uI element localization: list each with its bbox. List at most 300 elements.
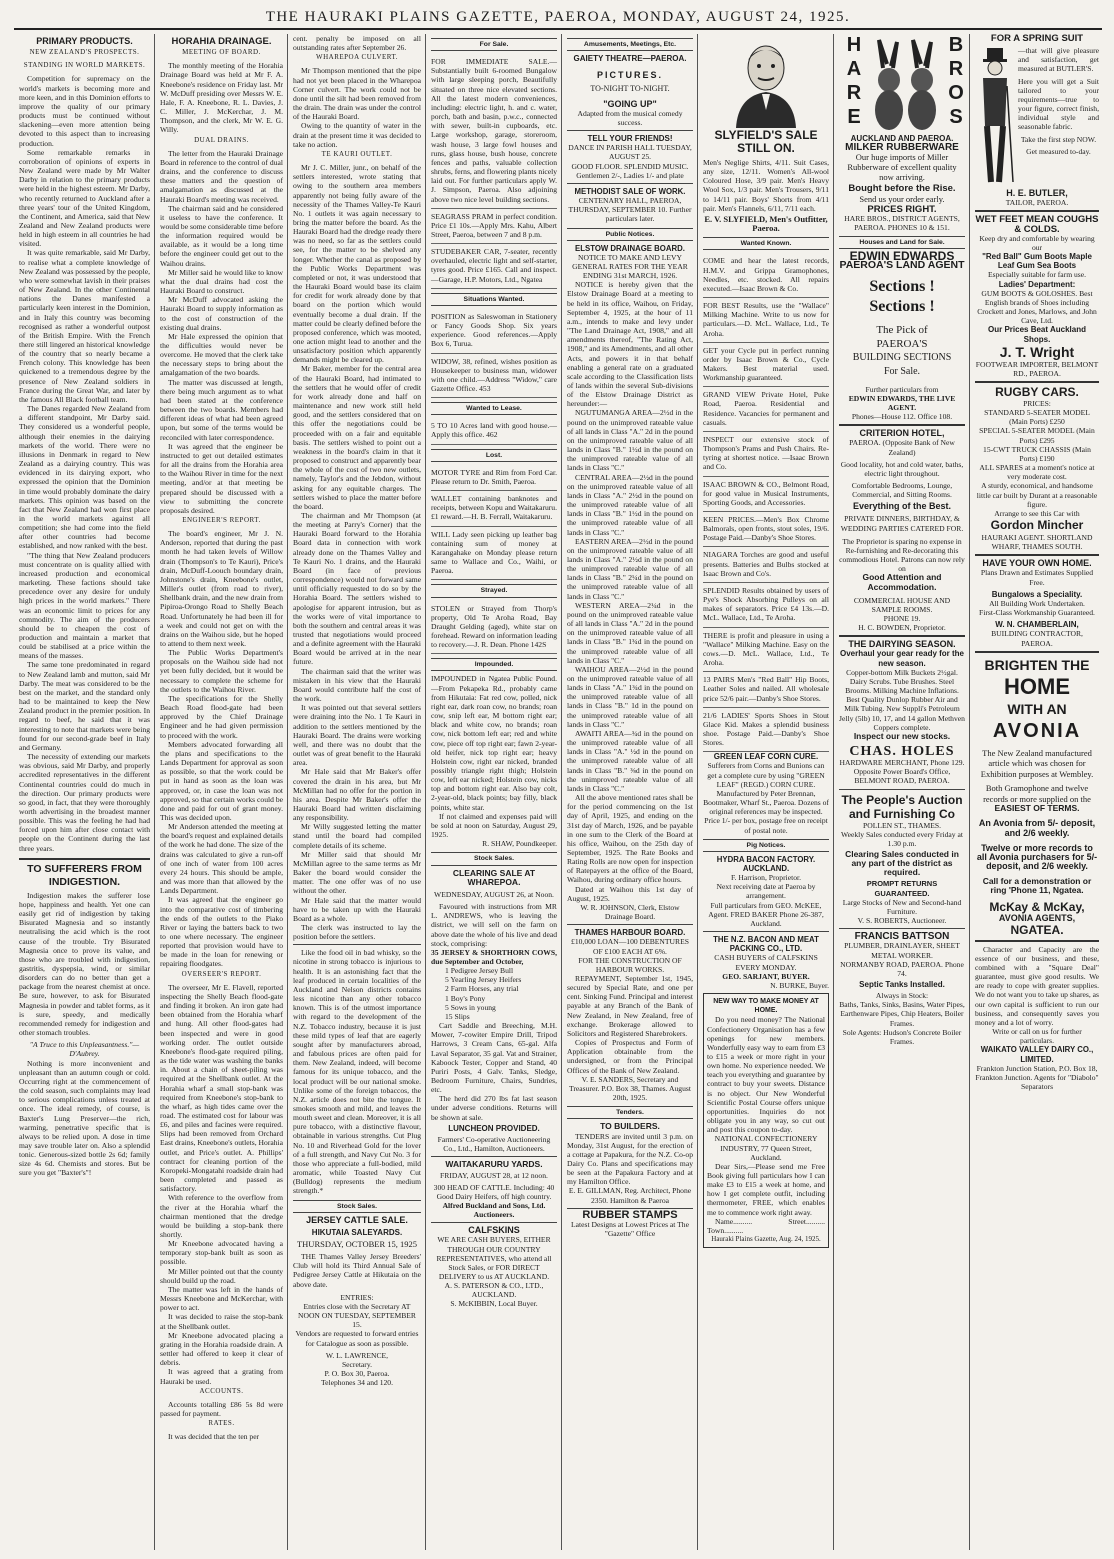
article-paragraph: "The thing that New Zealand producers must concentrate on is quality allied with increased production and economical marketing. These factions should take precedence over any desire for unduly high prices in the world markets." There was an economic limit to prices for any commodity. The aim of the producers should be to cheapen the cost of production and maintain a market that could be stabilised at a price within the means of the masses. bbox=[19, 550, 150, 661]
ad-text: Arrange to see this Car with bbox=[994, 508, 1080, 518]
ad-text: The New Zealand manufactured article which was chosen for Exhibition purposes at Wembley. bbox=[980, 747, 1094, 779]
article-paragraph: The chairman said that the writer was mistaken in his view that the Hauraki Board would contribute half the cost of the work. bbox=[293, 666, 421, 704]
ad-text: Hauraki Plains Gazette, Aug. 24, 1925. bbox=[711, 1235, 821, 1244]
ad-text: FOOTWEAR IMPORTER, BELMONT RD., PAEROA. bbox=[975, 359, 1099, 378]
article-paragraph: The matter was left in the hands of Messrs Kneebone and McKerchar, with power to act. bbox=[160, 1284, 283, 1313]
article-paragraph: It was decided to raise the stop-bank at the Shellbank outlet. bbox=[160, 1312, 283, 1331]
ad-text: GUM BOOTS & GOLOSHES. Best English brands of Shoes including Crockett and Jones, Marlows, and John Cave, Ltd. bbox=[977, 288, 1097, 326]
ad-headline: An Avonia from 5/- deposit, and 2/6 weekly. bbox=[978, 818, 1096, 838]
article-subheading: ACCOUNTS. bbox=[199, 1386, 244, 1395]
ad-headline: PICTURES. bbox=[596, 70, 663, 81]
ad-text: 35 JERSEY & SHORTHORN COWS, due September and October, bbox=[431, 947, 557, 966]
classified-ad: FOR IMMEDIATE SALE.—Substantially built 6-roomed Bungalow with large sleeping porch, Beautifully situated on three nice elevated sections. All the latest modern conveniences, including: electric light, h. and c. water, porch, bath and basin, p.w.c., connected with sewer, built-in cupboards, etc. Large workshop, garage, storeroom, wash house, 3 large fowl houses and runs, glass house, bush house, concrete fences and paths, valuable collection shrubs, ferns, and flowering plants nicely laid out. For further particulars apply W. J. Simpson, Paeroa. Also adjoining above two nice level building sections. bbox=[431, 54, 557, 209]
article-paragraph: Mr J. C. Miller, junr., on behalf of the settlers interested, wrote stating that owing to the southern area members apparently not being fully aware of the necessity of the Thames Valley-Te Kauri No. 1 outlets it was again necessary to bring the matter before the board. As the Hauraki Board had the dredge ready there was no need, so far as the settlers could see, for the matter to be shelved any longer. Whether the canal as proposed by the Public Works Department was completed or not, it was understood that the Hauraki Board would base its claim for credit for work already done by that board on the portion which would eventually become a dual drain. If the matter could be clearly defined before the proposed conference, which was mooted, one action might lead to another and the unsatisfactory position which apparently demands might be cleared up. bbox=[293, 163, 421, 365]
ad-text: Plans Drawn and Estimates Supplied Free. bbox=[980, 568, 1094, 587]
ad-headline: RUGBY CARS. bbox=[995, 384, 1079, 399]
ad-text: Next receiving date at Paeroa by arrangement. bbox=[716, 882, 816, 901]
notice-text: £10,000 LOAN—100 DEBENTURES OF £100 EACH AT 6%. bbox=[571, 937, 689, 956]
ad-headline: PAEROA'S LAND AGENT bbox=[839, 259, 965, 272]
slyfield-portrait bbox=[703, 34, 829, 129]
article-subheading: WHAREPOA CULVERT. bbox=[316, 53, 398, 62]
gentleman-figure-illustration bbox=[975, 46, 1015, 186]
sale-item: 1 Pedigree Jersey Bull bbox=[445, 966, 514, 976]
article-paragraph: Nothing is more inconvenient and unpleasant than an autumn cough or cold. Occurring right at the commencement of the cold season, such complaints may lead to serious complications unless treated at once. The ideal remedy, of course, is Baxter's Lung Preserver—the rich, warming, penetrative specific that is always to be relied upon. A dose in time may save trouble later on. Also a splendid tonic. Generous-sized bottle 2s 6d; family size 4s 6d. Chemists and stores. But be sure you get "Baxter's"! bbox=[19, 1058, 150, 1178]
logo-letter: B bbox=[948, 34, 964, 56]
ad-headline: Bought before the Rise. bbox=[848, 183, 956, 195]
article-paragraph: Owing to the quantity of water in the drain at the present time it was decided to take no action. bbox=[293, 121, 421, 149]
ad-text: A sturdy, economical, and handsome little car built by Durant at a reasonable figure. bbox=[976, 481, 1098, 509]
ad-headline: McKay & McKay, bbox=[989, 900, 1085, 915]
ad-headline: EDWIN EDWARDS bbox=[849, 249, 955, 264]
ad-headline: Sections ! bbox=[869, 297, 935, 315]
ad-headline: EASIEST OF TERMS. bbox=[994, 803, 1080, 814]
article-paragraph: With reference to the overflow from the river at the Horahia wharf the chairman mentioned that the dredge would be building a stop-bank there shortly. bbox=[160, 1193, 283, 1239]
ad-text: Sole Agents: Hudson's Concrete Boiler Frames. bbox=[842, 1027, 962, 1046]
article-paragraph: Mr Hale said that Mr Baker's offer covered the drain in his area, but Mr McMillan had no offer for the portion in his area. Despite Mr Baker's offer the Hauraki Board had written disclaiming any responsibility. bbox=[293, 767, 421, 823]
notice-text: Dated at Waihou this 1st day of August, 1925. bbox=[567, 884, 693, 903]
article-paragraph: It was agreed that the engineer be instructed to get out detailed estimates for all the drains from the Horahia area to the Waihou River in time for the next meeting, and/or at that meeting be prepared should be discussed with a view to submitting the concrete proposals desired. bbox=[160, 441, 283, 515]
ad-headline: SLYFIELD'S SALE STILL ON. bbox=[714, 128, 818, 155]
article-paragraph: Mr Miller said that should Mr McMillan agree to the same terms as Mr Baker the board would consider the matter. The one offer was of no use without the other. bbox=[293, 849, 421, 896]
article-paragraph: Mr Hale said that the matter would have to be taken up with the Hauraki Board as a whole. bbox=[293, 895, 421, 923]
ad-text: Always in Stock: bbox=[875, 991, 929, 1001]
ad-text: Farmers' Co-operative Auctioneering Co., Ltd., Hamilton, Auctioneers. bbox=[437, 1134, 551, 1154]
ad-text: WE ARE CASH BUYERS, EITHER THROUGH OUR COUNTRY REPRESENTATIVES, who attend all Stock Sales, or FOR DIRECT DELIVERY to us AT AUCKLAND. bbox=[436, 1235, 552, 1281]
ad-headline: Good Attention and Accommodation. bbox=[862, 572, 942, 592]
ad-text: POLLEN ST., THAMES. bbox=[863, 820, 941, 830]
ad-headline: RUBBER STAMPS bbox=[567, 1208, 693, 1220]
ad-signature: E. E. GILLMAN, Reg. Architect, Phone 2350. Hamilton & Paeroa bbox=[568, 1186, 692, 1205]
article-paragraph: Mr Anderson attended the meeting at the board's request and explained details of the work he had done. The size of the drains was calculated to give a run-off of one inch of water from 100 acres every 24 hours. This should be ample, and was more than that allowed by the Lands Department. bbox=[160, 822, 283, 896]
ad-text: All Building Work Undertaken. bbox=[989, 598, 1085, 608]
ad-text: Favoured with instructions from MR L. ANDREWS, who is leaving the district, we will sell on the farm on above date the whole of his live and dead stock, comprising: bbox=[431, 902, 557, 948]
section-heading: Stock Sales. bbox=[431, 852, 557, 865]
ad-text: Comfortable Bedrooms, Lounge, Commercial, and Sitting Rooms. bbox=[851, 480, 953, 500]
article-paragraph: It was agreed that a grating from Hauraki be used. bbox=[160, 1367, 283, 1386]
ad-headline: FOR A SPRING SUIT bbox=[990, 34, 1084, 44]
section-heading: Situations Wanted. bbox=[431, 293, 557, 306]
column-rule bbox=[697, 34, 698, 1550]
ad-text: Copper-bottom Milk Buckets 2½gal. Dairy Scrubs. Tube Brushes. Steel Brooms. Milking Machine Inflations. Best Quality Dunlop Rubber Air and Milk Tubing. New Suppli's Petroleum Jelly (5lb) 10, 17, and 14 gallon Methven Coppers complete. bbox=[839, 667, 965, 732]
sale-items-list bbox=[431, 966, 557, 1021]
ad-headline: GAIETY THEATRE—PAEROA. bbox=[573, 54, 687, 64]
article-subheading: STANDING IN WORLD MARKETS. bbox=[23, 61, 146, 70]
ad-signature: R. SHAW, Poundkeeper. bbox=[482, 839, 557, 849]
classified-ad: COME and hear the latest records, H.M.V. and Grippa Gramophones, Needles, etc. stocked. All repairs executed.—Isaac Brown & Co. bbox=[703, 253, 829, 298]
ad-text: The Pick of bbox=[876, 323, 928, 336]
classified-ad: WILL Lady seen picking up leather bag containing sum of money at Karangahake on Monday please return same to Wallace and Co., Waihi, or Paeroa. bbox=[431, 527, 557, 581]
article-paragraph: The chairman said and he considered it useless to have the conference. It would be some considerable time before the information required would be available, as it would be a long time before the engineer could get out to the Waihou drains. bbox=[160, 203, 283, 268]
ad-text: Do you need money? The National Confectionery Organisation has a few openings for new members. Wonderfully easy way to earn from £3 to £15 a week or more right in your own home. No experience needed. We teach you everything and guarantee by contract to buy your sweets. Distance is no object. Our New Wonderful Scientific Postal Course offers unique opportunities. Inquiries do not obligate you in any way, so cut out and post this coupon to-day. bbox=[707, 1015, 825, 1135]
article-paragraph: Mr Willy suggested letting the matter stand until the board had compiled complete details of its scheme. bbox=[293, 822, 421, 850]
ad-text: ALL SPARES at a moment's notice at very moderate cost. bbox=[979, 463, 1095, 482]
ad-headline: HIKUTAIA SALEYARDS. bbox=[311, 1227, 403, 1237]
sale-item: 5 Yearling Jersey Heifers bbox=[445, 975, 522, 985]
column-horahia-drainage bbox=[157, 34, 286, 1552]
ad-text: HARDWARE MERCHANT, Phone 129. Opposite Power Board's Office, BELMONT ROAD, PAEROA. bbox=[839, 758, 965, 786]
article-paragraph: The specifications for the Shelly Beach Road flood-gate had been approved by the Chief Drainage Engineer and he had given permission to proceed with the work. bbox=[160, 693, 283, 740]
notice-text: EASTERN AREA—2½d in the pound on the unimproved rateable value of all lands in Class "A." 2½d in the pound on the unimproved rateable value of all lands in Class "B." 2¼d in the pound on the unimproved rateable value of all lands in Class "C." bbox=[567, 536, 693, 601]
ad-text: Further particulars from bbox=[865, 384, 939, 394]
ad-text: 15-CWT TRUCK CHASSIS (Main Ports) £190 bbox=[983, 444, 1091, 463]
ad-text: BUILDING CONTRACTOR, PAEROA. bbox=[991, 629, 1083, 648]
article-paragraph: Mr Hale expressed the opinion that the difficulties would never be overcome. He moved that the clerk take the necessary steps to bring about the amalgamation of the two boards. bbox=[160, 331, 283, 378]
article-paragraph: The necessity of extending our markets was obvious, said Mr Darby, and properly accredited representatives in the different Continental countries could do much in the direction. Our primary products were so good, in fact, that they were thoroughly worth advertising in the broadest manner possible. This was the feeling he had had forced upon him after close contact with people on the Continent during the last three years. bbox=[19, 752, 150, 853]
ad-headline: HOME bbox=[1004, 673, 1070, 699]
ad-headline: AVONIA bbox=[992, 719, 1082, 742]
article-paragraph: It was quite remarkable, said Mr Darby, to realise what a complete knowledge of New Zealand was possessed by the people, who were somewhat lavish in their praises of New Zealand. In the other Continental nations the Danes manifested a particularly keen interest in the Dominion, and in Italy this country was becoming recognised as rather a wonderful outpost of the British Empire. With the French there still lingered an historical knowledge of the country that so nearly became a French colony. This knowledge has been quickened to a tremendous degree by the presence of New Zealand soldiers in France during the Great War, and later by the famous All Black football team. bbox=[19, 248, 150, 404]
ad-text: Write or call on us for further particulars. bbox=[992, 1027, 1082, 1046]
column-rule bbox=[425, 34, 426, 1550]
classified-ad: WIDOW, 38, refined, wishes position as Housekeeper to business man, widower with one child.—Address "Widow," care Gazette Office. 453 bbox=[431, 354, 557, 399]
classified-ad: ISAAC BROWN & CO., Belmont Road, for good value in Musical Instruments, Sporting Goods, and Accessories. bbox=[703, 477, 829, 512]
ad-headline: Septic Tanks Installed. bbox=[859, 980, 945, 989]
ad-headline: THE N.Z. BACON AND MEAT PACKING CO., LTD. bbox=[713, 935, 819, 954]
ad-text: Phones—House 112. Office 108. bbox=[851, 412, 953, 422]
rabbits-illustration bbox=[869, 38, 941, 130]
ad-headline: Our Prices Beat Auckland Shops. bbox=[988, 325, 1086, 344]
ad-headline: Everything of the Best. bbox=[852, 501, 951, 512]
man-portrait-illustration bbox=[726, 36, 806, 128]
article-paragraph: Mr Thompson mentioned that the pipe had not yet been placed in the Wharepoa Corner culvert. The work could not be done until the silt had been removed from the drain. The drain was under the control of the Hauraki Board. bbox=[293, 66, 421, 122]
ad-headline: GREEN LEAF CORN CURE. bbox=[713, 752, 819, 762]
article-paragraph: Like the food oil in bad whisky, so the nicotine in strong tobacco is injurious to health. It is an astonishing fact that the leaf produced in certain localities of the Auckland and Nelson districts contains less nicotine than any other tobacco known. This is of the utmost importance with regard to the development of the N.Z. Tobacco industry, because it is just these mild types of leaf that are eagerly sought after by manufacturers abroad, and fabulous prices are often paid for them. New Zealand, indeed, will become famous for its unique tobacco, and the local product will be our national smoke. Unlike some of the foreign tobaccos, the N.Z. article does not bite the tongue. It smokes smooth and mild, and leaves the mouth sweet and clean. Moreover, it is all pure tobacco, with a distinctive flavour, obtainable in various strengths. Cut Plug No. 10 and Riverhead Gold for the lover of a full strength, and Navy Cut No. 3 for those who appreciate a full-bodied, mild aromatic, while Toasted Navy Cut (Bulldog) represents the medium strength.* bbox=[293, 948, 421, 1196]
ad-headline: PROMPT RETURNS GUARANTEED. bbox=[866, 879, 938, 898]
ad-headline: Sections ! bbox=[869, 277, 935, 295]
article-paragraph: Members advocated forwarding all the plans and specifications to the Lands Department for approval as soon as possible, so that the work could be put in hand as soon as the loan was approved, or, in case the loan was not approved, so that certain works could be done and paid for out of grant money. This was decided upon. bbox=[160, 739, 283, 822]
ad-headline: Gordon Mincher bbox=[990, 518, 1084, 532]
classified-ad: KEEN PRICES.—Men's Box Chrome Balmorals, open fronts, stout soles, 19/6. Postage Paid.—Danby's Shoe Stores. bbox=[703, 512, 829, 547]
ad-signature: W. L. LAWRENCE, bbox=[325, 1350, 389, 1360]
ad-text: THURSDAY, OCTOBER 15, 1925 bbox=[296, 1239, 418, 1249]
section-heading: Strayed. bbox=[431, 584, 557, 597]
ad-headline: BRIGHTEN THE bbox=[984, 656, 1090, 673]
ad-headline: LUNCHEON PROVIDED. bbox=[448, 1123, 540, 1133]
classified-ad: 13 PAIRS Men's "Red Ball" Hip Boots, Leather Soles and nailed. All wholesale price 52/6 pair.—Danby's Shoe Stores. bbox=[703, 672, 829, 707]
ad-headline: WET FEET MEAN COUGHS & COLDS. bbox=[975, 214, 1099, 235]
ad-text: Dear Sirs,—Please send me Free Book giving full particulars how I can make £3 to £15 a week at home, and how I get complete outfit, including thermometer, FREE, which enables me to commence work right away. bbox=[707, 1161, 825, 1217]
ad-text: PLUMBER, DRAINLAYER, SHEET METAL WORKER. bbox=[844, 941, 960, 960]
article-paragraph: The same tone predominated in regard to New Zealand lamb and mutton, said Mr Darby. The meat was considered to be the best on the market, and the standard only had to be maintained to keep the New Zealand product in the premier position. In regard to beef, he said that it was interesting to note that markets were being found for our second-grade beef in Italy and Germany. bbox=[19, 660, 150, 752]
column-rule bbox=[833, 34, 834, 1550]
ad-text: PHONE 19. bbox=[883, 614, 921, 623]
article-subheading: TE KAURI OUTLET. bbox=[321, 149, 393, 158]
coupon-fields[interactable]: Name.......... Street.......... Town.......... bbox=[707, 1216, 825, 1235]
ad-text: Character and Capacity are the essence of our business, and these, combined with a "Square Deal" guarantee, must give good results. We are ready to cope with greater supplies. We do not want you to take up shares, as our own capital is sufficient to run our business, and consequently saves you money and a lot of worry. bbox=[975, 944, 1099, 1027]
section-heading: Lost. bbox=[431, 449, 557, 462]
classified-ad: IMPOUNDED in Ngatea Public Pound.—From Pekapeka Rd., probably came from Hikutaia: Fat red cow, polled, nick right ear, dark roan cow, no brands; roan cow, snip left ear, M bottom right ear; black and white cow, no brands; roan cow, nick bottom left ear; red and white cow, piece off top right ear; fawn 2-year-old heifer, nick top right ear; heavy Holstein cow, right ear nicked, branded possibly triangle right thigh; Holstein cow, left ear nicked; Holstein cow, nicks top and bottom right ear. Also bay colt, 2-year-old, black points; bay filly, black points, white star. bbox=[431, 674, 557, 812]
ad-text: Get measured to-day. bbox=[1026, 146, 1091, 156]
ad-headline: NGATEA. bbox=[1010, 922, 1064, 937]
column-classifieds bbox=[428, 34, 560, 1552]
notice-text: REPAYMENT, September 1st, 1945, secured by Special Rate, and one per cent. Sinking Fund. Principal and interest payable at any Branch of the Bank of New Zealand, in New Zealand, free of exchange. Brokerage allowed to Solicitors and Registered Sharebrokers. bbox=[567, 974, 693, 1038]
ad-headline: TO BUILDERS. bbox=[600, 1121, 660, 1132]
column-notices bbox=[564, 34, 696, 1552]
ad-headline: H. E. BUTLER, bbox=[1006, 188, 1068, 199]
article-paragraph: Indigestion makes the sufferer lose hope, happiness and health. Yet one can easily get rid of indigestion by taking Bisurated Magnesia and so instantly neutralising the acid which is the root cause of the trouble. Try Bisurated Magnesia once to prove its value, and those who are troubled with indigestion, gastritis, dyspepsia, wind, or similar disorders can do no better than get a package from the nearest chemist at once. Be sure, however, to ask for Bisurated Magnesia in powder and tablet forms, as it is sure, speedy, and medically recommended remedy for indigestion and other stomach troubles. bbox=[19, 890, 150, 1038]
ad-headline: THAMES HARBOUR BOARD. bbox=[574, 928, 686, 938]
ad-signature: V. E. SANDERS, Secretary and Treasurer. P.O. Box 38, Thames. August 20th, 1925. bbox=[569, 1074, 691, 1103]
column-rule bbox=[561, 34, 562, 1550]
ad-text: Baths, Tanks, Sinks, Basins, Water Pipes, Earthenware Pipes, Chip Heaters, Boiler Frames. bbox=[839, 1000, 965, 1028]
ad-headline: W. N. CHAMBERLAIN, bbox=[995, 620, 1079, 630]
article-subheading: MEETING OF BOARD. bbox=[182, 48, 261, 57]
logo-letter: E bbox=[847, 106, 861, 128]
masthead: THE HAURAKI PLAINS GAZETTE, PAEROA, MONDAY, AUGUST 24, 1925. bbox=[14, 6, 1102, 30]
ad-headline: WAITAKARURU YARDS. bbox=[445, 1159, 543, 1170]
ad-headline: Clearing Sales conducted in any part of the district as required. bbox=[845, 848, 959, 878]
article-paragraph: Mr Kneebone advocated having a temporary stop-bank built as soon as possible. bbox=[160, 1239, 283, 1267]
ad-text: Send us your order early. bbox=[859, 194, 945, 205]
ad-text: F. Harrison, Proprietor. bbox=[730, 873, 802, 883]
notice-text: CENTRAL AREA—2½d in the pound on the unimproved rateable value of all lands in Class "A." 2½d in the pound on the unimproved rateable value of all lands in Class "B." 1½d in the pound on the unimproved rateable value of all lands in Class "C." bbox=[567, 472, 693, 537]
article-paragraph: Competition for supremacy on the world's markets is becoming more and more keen, and in this Dominion efforts to improve the quality of our primary products must be continued without slackening—even more attention being devoted to this aspect than to increasing production. bbox=[19, 74, 150, 148]
ad-text: Manufactured by Peter Brennan, Bootmaker, Wharf St., Paeroa. Dozens of original references may be inspected. Price 1/- per box, postage free on receipt of postal note. bbox=[703, 788, 829, 835]
classified-ad: STOLEN or Strayed from Thorp's property, Old Te Aroha Road, Bay Draught Gelding (aged), white star on forehead. Reward on information leading to recovery.—J. R. Dean. Phone 142S bbox=[431, 601, 557, 655]
ad-text: Adapted from the musical comedy success. bbox=[577, 108, 683, 127]
sale-item: 5 Sows in young bbox=[445, 1002, 496, 1012]
ad-headline: PRICES RIGHT. bbox=[867, 203, 937, 215]
ad-text: Entries close with the Secretary AT NOON ON TUESDAY, SEPTEMBER 15. bbox=[297, 1301, 416, 1330]
ad-text: STANDARD 5-SEATER MODEL (Main Ports) £250 bbox=[984, 408, 1090, 427]
sale-item: 1 Boy's Pony bbox=[445, 993, 486, 1003]
ad-text: Sufferers from Corns and Bunions can get a complete cure by using "GREEN LEAF" (REGD.) CORN CURE. bbox=[707, 761, 825, 789]
article-paragraph: The Danes regarded New Zealand from a different standpoint, Mr Darby said. They considered us a wonderful people, although their enemies in the dairying markets of the world. There were no illusions in Denmark in regard to New Zealand as a dairying country. This was evidenced in its dairying export, who expressed the opinion that the Dominion in time would probably dominate the dairy markets. This opinion was based on the fact that New Zealand had won first place in the world markets against all competition; she had come into the field after other countries had become established, and now ranked with the best. bbox=[19, 404, 150, 551]
classified-ad: FOR BEST Results, use the "Wallace" Milking Machine. Write to us now for particulars.—D. McL. Wallace, Ltd., Te Aroha. bbox=[703, 298, 829, 343]
coupon-box bbox=[703, 993, 829, 1248]
ad-text: Alfred Buckland and Sons, Ltd. Auctioneers. bbox=[442, 1200, 546, 1220]
ad-text: PAEROA. (Opposite Bank of New Zealand) bbox=[849, 438, 955, 457]
ad-text: HARE BROS., DISTRICT AGENTS, PAEROA. PHONES 10 & 151. bbox=[844, 213, 960, 232]
article-paragraph: Mr Miller said he would like to know what the dual drains had cost the Hauraki Board to construct. bbox=[160, 267, 283, 296]
butler-ad-body bbox=[975, 46, 1099, 186]
article-paragraph: Mr Baker, member for the central area of the Hauraki Board, had intimated to the settlers that he would offer of credit for work already done and half on maintenance and new work still held good, and the settlers considered that on this offer the negotiations could be proceeded with on a fair and equitable basis. The settlers wished to point out a weakness in the board's claim in that it proposed to construct and apparently bear the whole of the cost of two new outlets, namely, Taylor's and the Jebdon, without asking for any equitable charges. The settlers wished to place the matter before the board. bbox=[293, 364, 421, 511]
article-paragraph: The board's engineer, Mr J. N. Anderson, reported that during the past month he had taken levels of Willow drain (Thompson's to Te Kauri), Price's drain, McDuff-Loouch boundary drain, Johnstone's drain, Kneebone's outlet, Miller's outlet (from road to river), Shellbank drain, and the new drain from Pipiroa-Orongo Road to Shelly Beach Road. Unfortunately he had been ill for a week and could not get on with the drains on the Waihou side, but he hoped to attend to them next week. bbox=[160, 529, 283, 648]
notice-text: WESTERN AREA—2¼d in the pound on the unimproved rateable value of all lands in Class "A." 2d in the pound on the unimproved rateable value of all lands in Class "B." 1¾d in the pound on the unimproved rateable value of all lands in Class "C." bbox=[567, 600, 693, 665]
ad-headline: CLEARING SALE AT WHAREPOA. bbox=[452, 867, 536, 887]
ad-headline: FRANCIS BATTSON bbox=[854, 931, 950, 943]
ad-headline: Twelve or more records to all Avonia purchasers for 5/- deposit, and 2/6 weekly. bbox=[976, 842, 1098, 871]
ad-text: PRIVATE DINNERS, BIRTHDAY, & WEDDING PARTIES CATERED FOR. bbox=[840, 514, 964, 533]
ad-headline: Bungalows a Speciality. bbox=[991, 589, 1083, 599]
ad-text: Latest Designs at Lowest Prices at The "Gazette" Office bbox=[571, 1219, 689, 1239]
ad-headline: Overhaul your gear ready for the new season. bbox=[839, 649, 965, 668]
ad-headline: Inspect our new stocks. bbox=[853, 730, 951, 741]
ad-text: DANCE IN PARISH HALL TUESDAY, AUGUST 25. bbox=[568, 143, 692, 162]
ad-text: NATIONAL CONFECTIONERY INDUSTRY, 77 Queen Street, Auckland. bbox=[714, 1134, 818, 1162]
classified-ad: GRAND VIEW Private Hotel, Puke Road, Paeroa. Residential and Residence. Vacancies for permanent and casuals. bbox=[703, 387, 829, 432]
ad-headline: CRITERION HOTEL, bbox=[859, 428, 945, 439]
notice-text: Copies of Prospectus and Form of Application obtainable from the undersigned, or from the Principal Offices of the Bank of New Zealand. bbox=[567, 1038, 693, 1075]
section-heading: Stock Sales. bbox=[293, 1200, 421, 1213]
article-subheading: RATES. bbox=[208, 1419, 235, 1428]
ad-text: Full particulars from GEO. McKEE, Agent. FRED BAKER Phone 26-387, Auckland. bbox=[708, 900, 824, 928]
ad-headline: J. T. Wright bbox=[999, 343, 1075, 360]
article-paragraph: It was pointed out that several settlers were draining into the No. 1 Te Kauri in addition to the settlers mentioned by the Hauraki Board. The drains were working well, and there was no doubt that the outlet was of great benefit to the Hauraki area. bbox=[293, 703, 421, 768]
section-heading: Tenders. bbox=[567, 1106, 693, 1119]
column-butler-avonia bbox=[972, 34, 1102, 1552]
article-paragraph: The Public Works Department's proposals on the Waihou side had not yet been fully decided, but it would be necessary to complete the scheme for the outlets to the Waihou River. bbox=[160, 648, 283, 694]
ad-headline: "Red Ball" Gum Boots Maple Leaf Gum Sea Boots bbox=[982, 252, 1092, 271]
ad-text: —that will give pleasure and satisfaction, get measured at BUTLER'S. bbox=[1018, 46, 1099, 74]
ad-text: Vendors are requested to forward entries for Catalogue as soon as possible. bbox=[295, 1329, 419, 1348]
article-headline: TO SUFFERERS FROM INDIGESTION. bbox=[27, 862, 142, 888]
ad-text: Good locality, hot and cold water, baths, electric light throughout. bbox=[840, 459, 964, 478]
column-primary-products bbox=[16, 34, 153, 1552]
ad-text: First-Class Workmanship Guaranteed. bbox=[979, 608, 1095, 618]
logo-letter: R bbox=[846, 82, 862, 104]
article-paragraph: Mr Kneebone advocated placing a grating in the Horahia roadside drain. A settler had offered to keep it clear of debris. bbox=[160, 1330, 283, 1368]
ad-headline: WITH AN bbox=[1007, 700, 1067, 717]
article-headline: HORAHIA DRAINAGE. bbox=[171, 36, 272, 47]
ad-headline: NEW WAY TO MAKE MONEY AT HOME. bbox=[713, 998, 819, 1015]
column-rule bbox=[969, 34, 970, 1550]
ad-text: Frankton Junction Station, P.O. Box 18, Frankton Junction. Agents for "Diabolo" Separators bbox=[975, 1063, 1099, 1091]
article-paragraph: Accounts totalling £86 5s 8d were passed for payment. bbox=[160, 1399, 283, 1418]
ad-headline: THE DAIRYING SEASON. bbox=[848, 639, 956, 650]
logo-letter: S bbox=[949, 106, 963, 128]
ad-text: ENTRIES: bbox=[340, 1292, 374, 1302]
ad-text: BUILDING SECTIONS bbox=[852, 351, 952, 363]
ad-headline: ELSTOW DRAINAGE BOARD. bbox=[575, 243, 685, 253]
ad-text: H. C. BOWDEN, Proprietor. bbox=[858, 623, 946, 633]
ad-headline: "GOING UP" bbox=[603, 98, 657, 109]
ad-headline: Ladies' Department: bbox=[998, 279, 1076, 289]
article-subheading: OVERSEER'S REPORT. bbox=[181, 969, 262, 978]
column-rule bbox=[154, 34, 155, 1550]
logo-letter: A bbox=[846, 58, 862, 80]
ad-text: Cart Saddle and Breeching, M.H. Mower, 7-cowiter Empire Drill, Tripod Harrows, 3 Cream Cans, 65-gal. Alfa Laval Separator, 35 gal. Vat and Strainer, Kaboock Tester, Copper and Stand, 40 Puriri Posts, 4 Galv. Tanks, Sledge, Bedroom Furniture, Chairs, Sundries, etc. bbox=[431, 1021, 557, 1095]
notice-text: WAIHOU AREA—2½d in the pound on the unimproved rateable value of all lands in Class "A." 1¾d in the pound on the unimproved rateable value of all lands in Class "B." 1d in the pound on the unimproved rateable value of all lands in Class "C." bbox=[567, 664, 693, 729]
article-paragraph: It was agreed that the engineer go into the comparative cost of timbering the ends of the outlets to the Piako River or laying the batters back to two to one where necessary. The engineer reported that provision would have to be made in the loan for renewing or repairing floodgates. bbox=[160, 895, 283, 969]
ad-text: Both Gramophone and twelve records or more supplied on the bbox=[983, 783, 1091, 804]
article-paragraph: Mr McDuff advocated asking the Hauraki Board to supply information as to the cost of construction of the existing dual drains. bbox=[160, 295, 283, 332]
article-paragraph: It was decided that the ten per bbox=[168, 1432, 260, 1442]
classified-ad: 21/6 LADIES' Sports Shoes in Stout Glace Kid. Makes a splendid business shoe. Postage Paid.—Danby's Shoe Stores. bbox=[703, 708, 829, 753]
ad-signature: P. O. Box 30, Paeroa. bbox=[324, 1369, 390, 1379]
logo-letter: R bbox=[948, 58, 964, 80]
ad-signature: W. R. JOHNSON, Clerk, Elstow Drainage Board. bbox=[580, 902, 680, 922]
section-heading: Impounded. bbox=[431, 658, 557, 671]
column-drainage-continued bbox=[290, 34, 424, 1552]
section-heading: Pig Notices. bbox=[703, 839, 829, 852]
ad-text: HAURAKI AGENT. SHORTLAND WHARF, THAMES SOUTH. bbox=[981, 533, 1093, 552]
ad-text: THE Thames Valley Jersey Breeders' Club will hold its Third Annual Sale of Pedigree Jersey Cattle at Hikutaia on the above date. bbox=[293, 1252, 421, 1289]
classified-ad: THERE is profit and pleasure in using a "Wallace" Milking Machine. Easy on the cows.—D. McL. Wallace, Ltd., Te Aroha. bbox=[703, 628, 829, 673]
ad-headline: MILKER RUBBERWARE bbox=[845, 142, 959, 154]
ad-text: Keep dry and comfortable by wearing our bbox=[979, 233, 1095, 252]
ad-signature: Telephones 34 and 120. bbox=[320, 1378, 393, 1388]
ad-text: GEO. SARJANT, BUYER. bbox=[722, 971, 810, 981]
logo-letter: H bbox=[846, 34, 862, 56]
article-paragraph: The letter from the Hauraki Drainage Board in reference to the control of dual drains, and the conference to discuss these matters and the question of amalgamation as discussed at the Hauraki Board's meeting was received. bbox=[160, 148, 283, 204]
ad-text: CASH BUYERS of CALFSKINS EVERY MONDAY. bbox=[714, 953, 818, 972]
ad-headline: WAIKATO VALLEY DAIRY CO., LIMITED. bbox=[980, 1045, 1094, 1064]
ad-headline: HYDRA BACON FACTORY. AUCKLAND. bbox=[716, 854, 816, 873]
ad-text: SPECIAL 5-SEATER MODEL (Main Ports) £295 bbox=[979, 426, 1095, 445]
ad-headline: CHAS. HOLES bbox=[849, 744, 955, 760]
article-subheading: "A Truce to this Unpleasantness."—D'Aubrey. bbox=[29, 1040, 140, 1059]
ad-text: V. S. ROBERTS, Auctioneer. bbox=[857, 916, 947, 926]
classified-ad: INSPECT our extensive stock of Thompson's Prams and Push Chairs. Re-tyring at shortest notice. —Isaac Brown and Co. bbox=[703, 432, 829, 477]
ad-text: Large Stocks of New and Second-hand Furniture. bbox=[842, 897, 962, 916]
article-paragraph: Some remarkable remarks in corroboration of opinions of experts in New Zealand were made by Mr Walter Darby in relation to the primary products were held in the highest esteem. Mr Darby, who recently returned to Auckland after a three years' tour of the United Kingdom, the Continent, and America, said that New Zealand and New Zealand products were held in high esteem in all countries he had visited. bbox=[19, 147, 150, 249]
ad-text: NORMANBY ROAD, PAEROA. Phone 74. bbox=[840, 959, 964, 978]
ad-headline: JERSEY CATTLE SALE. bbox=[306, 1214, 408, 1225]
ad-text: Our huge imports of Miller Rubberware of excellent quality now arriving. bbox=[847, 152, 957, 183]
notice-text: NGUTUMANGA AREA—2½d in the pound on the unimproved rateable value of all lands in Class "A." 2d in the pound on the unimproved rateable value of all lands in Class "B." 1½d in the pound on the unimproved rateable value of all lands in Class "C." bbox=[567, 408, 693, 473]
notice-text: FOR THE CONSTRUCTION OF HARBOUR WORKS. bbox=[578, 955, 682, 974]
ad-text: 300 HEAD OF CATTLE. Including: 40 Good Dairy Heifers, off high country. bbox=[433, 1182, 555, 1201]
classified-ad: GET your Cycle put in perfect running order by Isaac Brown & Co., Cycle Makers. Best material used. Workmanship guaranteed. bbox=[703, 343, 829, 388]
ad-text: AUCKLAND AND PAEROA. bbox=[850, 134, 954, 143]
ad-headline: AVONIA AGENTS, bbox=[998, 913, 1076, 924]
ad-text: CENTENARY HALL, PAEROA, THURSDAY, SEPTEMBER 10. Further particulars later. bbox=[568, 196, 692, 224]
article-subheading: DUAL DRAINS. bbox=[194, 135, 249, 144]
article-paragraph: Mr Miller pointed out that the county should build up the road. bbox=[160, 1266, 283, 1285]
article-paragraph: The monthly meeting of the Horahia Drainage Board was held at Mr F. A. Kneebone's residence on Friday last. Mr W. McDuff presiding over Messrs W. E. Hale, F. A. Kneebone, R. L. Davies, J. C. Miller, J. McKerchar, J. M. Thompson, and the clerk, Mr W. E. G. Willy. bbox=[160, 61, 283, 135]
column-hare-bros bbox=[836, 34, 968, 1552]
article-paragraph: The overseer, Mr E. Flavell, reported inspecting the Shelly Beach flood-gate and finding it broken. An iron gate had been obtained from the Horahia wharf and hung. All other flood-gates had been inspected and were in good working order. The outlet outside Kneebone's flood-gate required piling, as the tide water was washing the banks in. About a chain of sheet-piling was required at the Shellbank outlet. At the Horahia wharf a small stop-bank was required from Kneebone's stop-bank to the wharf, as high tides came over the road. The estimated cost for labour was £6, and piles and facines were required. Slips had been removed from Orchard East drains, Kneebone's outlets, Horahia outlet, and Price's outlet. A. Phillips' contract for cleaning portion of the Koropeki-Mongatahi roadside drain had been completed and passed as satisfactory. bbox=[160, 982, 283, 1194]
ad-headline: CALFSKINS bbox=[468, 1225, 520, 1236]
classified-ad: MOTOR TYRE and Rim from Ford Car. Please return to Dr. Smith, Paeroa. bbox=[431, 465, 557, 491]
ad-text: Weekly Sales conducted every Friday at 1.30 p.m. bbox=[841, 829, 963, 848]
classified-ad: SEAGRASS PRAM in perfect condition. Price £1 10s.—Apply Mrs. Kahu, Albert Street, Paeroa, between 7 and 8 p.m. bbox=[431, 209, 557, 244]
article-paragraph: The matter was discussed at length, there being much argument as to what had been stated at the conference between the two boards. Members had different ideas of what had been agreed upon, but some of the terms would be reconciled with later correspondence. bbox=[160, 377, 283, 442]
column-slyfield bbox=[700, 34, 832, 1552]
ad-text: Take the first step NOW. bbox=[1020, 134, 1097, 144]
ad-text: EDWIN EDWARDS, THE LIVE AGENT. bbox=[848, 393, 956, 412]
article-subheading: NEW ZEALAND'S PROSPECTS. bbox=[29, 48, 140, 57]
ad-text: For Sale. bbox=[883, 365, 921, 377]
ad-headline: METHODIST SALE OF WORK. bbox=[574, 186, 686, 196]
article-paragraph: The chairman and Mr Thompson (at the meeting at Parry's Corner) that the Hauraki Board forward to the Horahia Board data in connection with work already done on the Thames Valley and Te Kauri No. 1 drains, and the Hauraki Board (in face of previous correspondence) would not forward same until officially requested to do so by the Horahia Board. The settlers wished to apologise for apparent intrusion, but as the works were of vital importance to both the southern and central areas it was trusted that negotiations would proceed and a definite agreement with the Hauraki Board would be arrived at in the near future. bbox=[293, 510, 421, 667]
sale-item: 15 Slips bbox=[445, 1011, 470, 1021]
classified-ad: If not claimed and expenses paid will be sold at noon on Saturday, August 29, 1925. bbox=[431, 811, 557, 840]
ad-text: PRICES: bbox=[1023, 398, 1051, 408]
notice-text: All the above mentioned rates shall be for the period commencing on the 1st day of April, 1925, and ending on the 31st day of March, 1926, and be payable in one sum to the Clerk of the Board at his office, Waihou, on the 25th day of September, 1925. The Rate Books and Rating Rolls are now open for inspection of Ratepayers at the office of the Board, Waihou, during ordinary office hours. bbox=[567, 793, 693, 885]
ad-text: WEDNESDAY, AUGUST 26, at Noon. bbox=[434, 889, 554, 899]
ad-text: TAILOR, PAEROA. bbox=[1005, 198, 1069, 208]
article-paragraph: The clerk was instructed to lay the position before the settlers. bbox=[293, 923, 421, 942]
classified-ad: 5 TO 10 Acres land with good house.—Apply this office. 462 bbox=[431, 418, 557, 444]
notice-text: AWAITI AREA—¾d in the pound on the unimproved rateable value of all lands in Class "A." ½d in the pound on the unimproved rateable value of all lands in Class "B." ⅜d in the pound on the unimproved rateable value of all lands in Class "C." bbox=[567, 728, 693, 793]
classified-ad: SPLENDID Results obtained by users of Pye's Shock Absorbing Pulleys on all makes of separators. Price £4 13s.—D. McL. Wallace, Ltd., Te Aroha. bbox=[703, 583, 829, 628]
ad-headline: The People's Auction and Furnishing Co bbox=[841, 792, 963, 821]
ad-signature: Secretary. bbox=[341, 1359, 373, 1369]
column-rule bbox=[287, 34, 288, 1550]
notice-text: NOTICE is hereby given that the Elstow Drainage Board at a meeting to be held in its office, Waihou, on Friday, September 4, 1925, at the hour of 11 a.m., intends to make and levy under "The Land Drainage Act, 1908," and all amendments thereof, "The Rating Act, 1908," and its Amendments, and all other Acts, and powers it in that behalf enabling a general rate on a graduated scale according to the Classification lists of lands within the several Sub-divisions of the Elstow Drainage District as hereunder:— bbox=[567, 280, 693, 409]
ad-text: COMMERCIAL HOUSE AND SAMPLE ROOMS. bbox=[853, 595, 951, 614]
ad-headline: TELL YOUR FRIENDS! bbox=[587, 134, 673, 144]
notice-text: TENDERS are invited until 3 p.m. on Monday, 31st August, for the erection of a cottage at Papakura, for the N.Z. Co-op Dairy Co. Plans and specifications may be seen at the Papakura Factory and at my Hamilton Office. bbox=[567, 1131, 693, 1187]
section-heading: Public Notices. bbox=[567, 228, 693, 241]
ad-text: FRIDAY, AUGUST 28, at 12 noon. bbox=[440, 1171, 548, 1181]
ad-text: S. McKIBBIN, Local Buyer. bbox=[450, 1299, 538, 1309]
section-heading: Wanted to Lease. bbox=[431, 402, 557, 415]
ad-text: The herd did 270 lbs fat last season under adverse conditions. Returns will be shown at sale. bbox=[431, 1094, 557, 1122]
classified-ad: STUDEBAKER CAR, 7-seater, recently overhauled, electric light and self-starter, tyres good. Price £165. Call and inspect.—Garage, H.P. Motors, Ltd., Ngatea bbox=[431, 244, 557, 289]
section-heading: For Sale. bbox=[431, 38, 557, 51]
classified-ad: POSITION as Saleswoman in Stationery or Fancy Goods Shop. Six years experience. Good references.—Apply Box 6, Turua. bbox=[431, 309, 557, 354]
ad-signature: E. V. SLYFIELD, Men's Outfitter, Paeroa. bbox=[704, 213, 828, 234]
article-subheading: ENGINEER'S REPORT. bbox=[182, 515, 261, 524]
article-headline: PRIMARY PRODUCTS. bbox=[36, 36, 133, 46]
sale-item: 2 Farm Horses, any trial bbox=[445, 984, 519, 994]
ad-headline: HAVE YOUR OWN HOME. bbox=[982, 558, 1092, 569]
ad-headline: Call for a demonstration or ring 'Phone 11, Ngatea. bbox=[982, 876, 1092, 896]
ad-text: Men's Neglige Shirts, 4/11. Suit Cases, any size, 12/11. Women's All-wool Coloured Hose, 3/9 pair. Men's Heavy Wool Sox, 1/3 pair. Men's Trousers, 9/11 to 14/11 pair. Boys' Shorts from 4/11 pair. Men's Flannels, 6/11, 7/11 each. bbox=[703, 158, 829, 213]
